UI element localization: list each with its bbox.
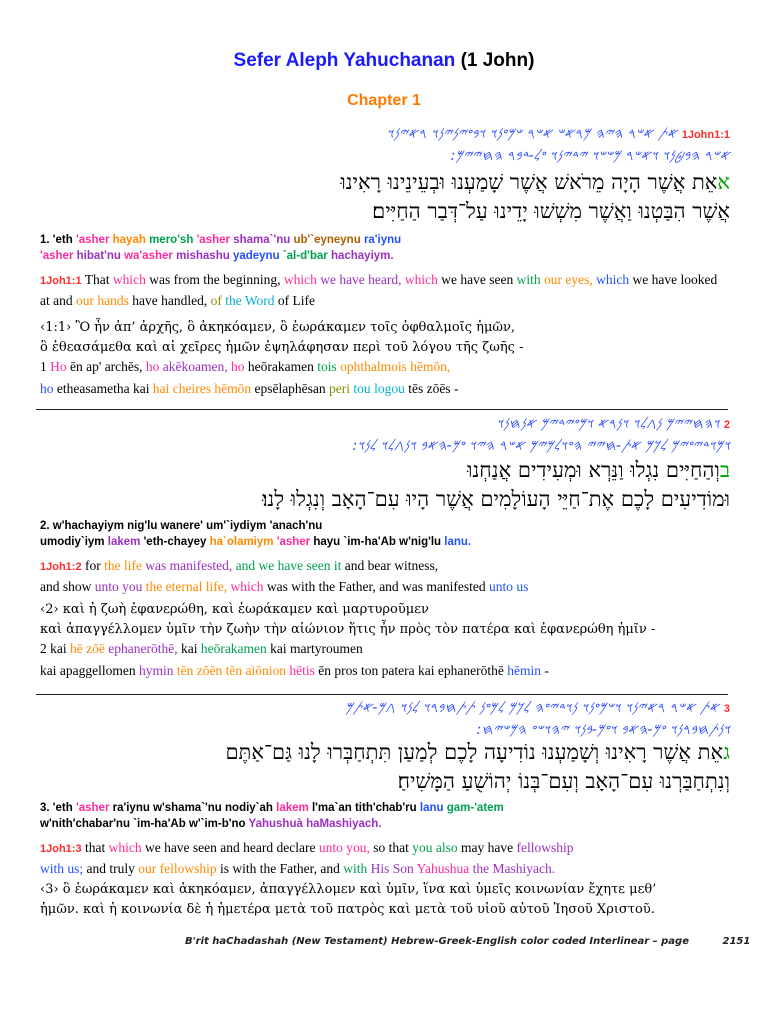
- english-phrase: have handled,: [132, 293, 208, 308]
- english-phrase: is: [220, 861, 230, 876]
- book-title: [0, 50, 768, 72]
- english-phrase: our fellowship: [138, 861, 217, 876]
- translit-word: wa'asher: [124, 250, 173, 262]
- translit-word: hibat'nu: [76, 250, 121, 262]
- paleo-ref: 3: [723, 703, 730, 715]
- gtrans-word: 2: [40, 641, 47, 656]
- gtrans-word: hēmōn,: [410, 359, 451, 374]
- gtrans-word: ephanerōthē: [437, 663, 504, 678]
- gtrans-word: tou: [353, 381, 371, 396]
- verse-1-transliteration: [40, 232, 730, 264]
- translit-word: 'anach'nu: [269, 520, 323, 532]
- english-phrase: was manifested,: [145, 558, 233, 573]
- english-phrase: that: [84, 840, 106, 855]
- gtrans-word: tēn: [225, 663, 243, 678]
- english-phrase: which: [230, 579, 264, 594]
- gtrans-word: -: [453, 381, 459, 396]
- english-phrase: Yahushua: [416, 861, 470, 876]
- english-phrase: That: [84, 272, 110, 287]
- gtrans-word: 1: [40, 359, 47, 374]
- english-phrase: declare: [276, 840, 316, 855]
- english-phrase: which: [283, 272, 317, 287]
- translit-word: lakem: [276, 802, 309, 814]
- translit-word: `im-ha'Ab: [133, 818, 186, 830]
- english-phrase: and bear witness,: [344, 558, 439, 573]
- english-phrase: the Mashiyach.: [472, 861, 556, 876]
- gtrans-word: hētis: [289, 663, 315, 678]
- english-phrase: which: [112, 272, 146, 287]
- gtrans-word: Ho: [50, 359, 67, 374]
- english-phrase: we have looked at and: [40, 272, 718, 308]
- english-phrase: with us;: [40, 861, 84, 876]
- greek-line: καὶ ἀπαγγέλλομεν ὑμῖν τὴν ζωὴν τὴν αἰώνιον ἥτις ἦν πρὸς τὸν πατέρα καὶ ἐφανερώθη ἡμῖν -: [40, 622, 656, 637]
- verse-1-english: [40, 270, 730, 310]
- verse-2-greek-transliteration: [40, 638, 730, 682]
- translit-word: lanu.: [444, 536, 472, 548]
- english-phrase: our eyes,: [544, 272, 593, 287]
- gtrans-word: logou: [374, 381, 405, 396]
- paleo-line: 𐤅𐤍𐤕𐤇𐤁𐤓𐤍𐤅 𐤏𐤌-𐤄𐤀𐤁 𐤅𐤏𐤌-𐤁𐤍𐤅 𐤉𐤄𐤅𐤔𐤏 𐤄𐤌𐤔𐤉𐤇:: [476, 722, 730, 738]
- verse-letter: ג: [723, 740, 730, 764]
- english-phrase: and show: [40, 579, 92, 594]
- gtrans-word: hymin: [138, 663, 174, 678]
- gtrans-word: hai: [152, 381, 170, 396]
- english-phrase: which: [596, 272, 630, 287]
- english-phrase: the life: [104, 558, 142, 573]
- english-phrase: His Son: [370, 861, 414, 876]
- gtrans-word: tois: [317, 359, 337, 374]
- translit-word: shama`'nu: [233, 234, 291, 246]
- gtrans-word: heōrakamen: [200, 641, 267, 656]
- english-phrase: of: [277, 293, 290, 308]
- footer-text: B'rit haChadashah (New Testament) Hebrew-Greek-English color coded Interlinear – page: [185, 936, 689, 947]
- translit-word: lakem: [107, 536, 141, 548]
- english-phrase: of: [210, 293, 222, 308]
- gtrans-word: ēn: [70, 359, 83, 374]
- hebrew-line: וְהַחַיִּים נִגְלוּ וַנֵּרְא וּמְעִידִים אֲנַחְנוּ: [467, 458, 720, 482]
- hebrew-line: וְנִתְחַבַּרְנוּ עִם־הָאָב וְעִם־בְּנוֹ יְהוֹשֻׁעַ הַמָּשִׁיחַ׃: [397, 769, 730, 793]
- translit-word: w'hachayiym: [52, 520, 124, 532]
- english-phrase: and heard: [220, 840, 274, 855]
- gtrans-word: cheires: [172, 381, 211, 396]
- verse-2-hebrew: [40, 456, 730, 514]
- gtrans-word: kai: [180, 641, 198, 656]
- verse-3-paleo: [40, 698, 730, 741]
- translit-word: `al-d'bar: [282, 250, 328, 262]
- gtrans-word: akēkoamen,: [162, 359, 228, 374]
- page-number: 2151: [722, 936, 751, 947]
- translit-word: ub'`eyneynu: [293, 234, 361, 246]
- hebrew-line: וּמוֹדִיעִים לָכֶם אֶת־חַיֵּי הָעוֹלָמִים אֲשֶׁר הָיוּ עִם־הָאָב וְנִגְלוּ לָנוּ׃: [262, 487, 730, 511]
- verse-1-greek-transliteration: [40, 356, 730, 400]
- english-phrase: the eternal life,: [145, 579, 228, 594]
- verse-3-hebrew: [40, 738, 730, 796]
- translit-word: yadeynu: [232, 250, 280, 262]
- english-phrase: which: [404, 272, 438, 287]
- greek-line: ὃ ἐθεασάμεθα καὶ αἱ χεῖρες ἡμῶν ἐψηλάφησαν περὶ τοῦ λόγου τῆς ζωῆς -: [40, 340, 524, 355]
- verse-2-transliteration: [40, 518, 730, 550]
- gtrans-word: archēs,: [104, 359, 143, 374]
- english-phrase: you also: [412, 840, 458, 855]
- book-title-sub: (1 John): [460, 50, 535, 71]
- english-phrase: and we have seen it: [235, 558, 342, 573]
- gtrans-word: hē: [70, 641, 83, 656]
- gtrans-word: kai: [270, 641, 287, 656]
- chapter-heading: Chapter 1: [347, 92, 421, 109]
- english-ref: 1Joh1:1: [40, 275, 82, 287]
- english-phrase: Life: [292, 293, 315, 308]
- english-phrase: we have heard,: [320, 272, 402, 287]
- verse-divider: [36, 694, 728, 695]
- gtrans-word: ēn: [318, 663, 331, 678]
- gtrans-word: peri: [329, 381, 351, 396]
- translit-word: `im-ha'Ab: [343, 536, 396, 548]
- gtrans-word: ton: [360, 663, 379, 678]
- translit-word: hachayiym.: [330, 250, 394, 262]
- translit-word: 'asher: [76, 234, 110, 246]
- translit-word: mero'sh: [149, 234, 194, 246]
- gtrans-word: ho: [40, 381, 54, 396]
- gtrans-word: kai: [40, 663, 57, 678]
- english-phrase: with: [343, 861, 368, 876]
- translit-word: hayu: [313, 536, 341, 548]
- greek-line: ‹3› ὃ ἑωράκαμεν καὶ ἀκηκόαμεν, ἀπαγγέλλομεν καὶ ὑμῖν, ἵνα καὶ ὑμεῖς κοινωνίαν ἔχητε μεθ’: [40, 882, 657, 897]
- gtrans-word: kai: [417, 663, 435, 678]
- greek-line: ‹1:1› Ὃ ἦν ἀπ’ ἀρχῆς, ὃ ἀκηκόαμεν, ὃ ἑωράκαμεν τοῖς ὀφθαλμοῖς ἡμῶν,: [40, 320, 516, 335]
- gtrans-word: tēs: [408, 381, 424, 396]
- gtrans-word: apaggellomen: [59, 663, 136, 678]
- verse-1-greek: [40, 318, 730, 358]
- translit-word: ra'iynu: [363, 234, 402, 246]
- gtrans-word: zōēs: [426, 381, 451, 396]
- translit-word: Yahushuà: [248, 818, 303, 830]
- paleo-line: 𐤅𐤌𐤅𐤃𐤉𐤏𐤉𐤌 𐤋𐤊𐤌 𐤀𐤕-𐤇𐤉𐤉 𐤄𐤏𐤅𐤋𐤌𐤉𐤌 𐤀𐤔𐤓 𐤄𐤉𐤅 𐤏𐤌-𐤄𐤀𐤁 𐤅𐤍𐤂𐤋𐤅 𐤋𐤍𐤅:: [352, 438, 730, 454]
- english-phrase: with: [232, 861, 257, 876]
- english-phrase: the Word: [225, 293, 275, 308]
- english-phrase: for: [84, 558, 101, 573]
- translit-word: l'ma`an: [311, 802, 352, 814]
- gtrans-word: ephanerōthē,: [108, 641, 178, 656]
- gtrans-word: heōrakamen: [247, 359, 314, 374]
- gtrans-word: martyroumen: [290, 641, 363, 656]
- book-title-main: Sefer Aleph Yahuchanan: [233, 50, 456, 71]
- verse-letter: א: [717, 170, 730, 194]
- page-footer: [185, 936, 750, 947]
- translit-word: w'nith'chabar'nu: [40, 818, 130, 830]
- english-phrase: the Father,: [259, 861, 317, 876]
- verse-2-english: [40, 556, 730, 596]
- verse-number: 2.: [40, 520, 50, 532]
- gtrans-word: patera: [381, 663, 415, 678]
- translit-word: um'`iydiym: [206, 520, 267, 532]
- verse-1-hebrew: [40, 168, 730, 226]
- paleo-ref: 1John1:1: [681, 129, 730, 141]
- verse-2-greek: [40, 600, 730, 640]
- gtrans-word: zōē: [86, 641, 105, 656]
- translit-word: 'asher: [76, 802, 110, 814]
- english-phrase: the Father,: [318, 579, 376, 594]
- greek-line: ‹2› καὶ ἡ ζωὴ ἐφανερώθη, καὶ ἑωράκαμεν καὶ μαρτυροῦμεν: [40, 602, 429, 617]
- gtrans-word: tēn: [176, 663, 194, 678]
- gtrans-word: ophthalmois: [340, 359, 407, 374]
- translit-word: mishashu: [176, 250, 230, 262]
- translit-word: ha`olamiym: [209, 536, 274, 548]
- paleo-line: 𐤀𐤕 𐤀𐤔𐤓 𐤄𐤉𐤄 𐤌𐤓𐤀𐤔 𐤀𐤔𐤓 𐤔𐤌𐤏𐤍𐤅 𐤅𐤁𐤏𐤉𐤍𐤉𐤍𐤅 𐤓𐤀𐤉𐤍𐤅: [386, 126, 678, 142]
- translit-word: ra'iynu: [112, 802, 150, 814]
- english-phrase: which: [108, 840, 142, 855]
- english-ref: 1Joh1:3: [40, 843, 82, 855]
- verse-number: 1.: [40, 234, 50, 246]
- english-phrase: unto you,: [318, 840, 370, 855]
- verse-3-transliteration: [40, 800, 730, 832]
- gtrans-word: epsēlaphēsan: [254, 381, 326, 396]
- translit-word: haMashiyach.: [306, 818, 382, 830]
- translit-word: 'asher: [40, 250, 74, 262]
- english-phrase: unto us: [489, 579, 529, 594]
- english-phrase: unto you: [94, 579, 143, 594]
- hebrew-line: אֵת אֲשֶׁר הָיָה מֵרֹאשׁ אֲשֶׁר שָׁמַעְנוּ וּבְעֵינֵינוּ רָאִינוּ: [340, 170, 718, 194]
- translit-word: w'`im-b'no: [188, 818, 246, 830]
- paleo-line: 𐤅𐤄𐤇𐤉𐤉𐤌 𐤍𐤂𐤋𐤅 𐤅𐤍𐤓𐤀 𐤅𐤌𐤏𐤉𐤃𐤉𐤌 𐤀𐤍𐤇𐤍𐤅: [496, 416, 720, 432]
- english-phrase: and was manifested: [379, 579, 486, 594]
- english-phrase: we have seen: [441, 272, 514, 287]
- verse-1-paleo: [40, 124, 730, 167]
- hebrew-line: אֵת אֲשֶׁר רָאִינוּ וְשָׁמַעְנוּ נוֹדִיעָה לָכֶם לְמַעַן תִּתְחַבְּרוּ לָנוּ גַּם־אַתֶּם: [225, 740, 724, 764]
- translit-word: nig'lu: [127, 520, 158, 532]
- gtrans-word: -: [544, 663, 549, 678]
- gtrans-word: zōēn: [196, 663, 223, 678]
- hebrew-line: אֲשֶׁר הִבַּטְנוּ וַאֲשֶׁר מִשְׁשׁוּ יָדֵינוּ עַל־דְּבַר הַחַיִּים׃: [372, 199, 730, 223]
- greek-line: ἡμῶν. καὶ ἡ κοινωνία δὲ ἡ ἡμετέρα μετὰ τοῦ πατρὸς καὶ μετὰ τοῦ υἱοῦ αὐτοῦ Ἰησοῦ Χριστοῦ.: [40, 902, 655, 917]
- gtrans-word: etheasametha: [56, 381, 130, 396]
- english-phrase: was with: [266, 579, 316, 594]
- gtrans-word: aiōnion: [245, 663, 286, 678]
- gtrans-word: kai: [50, 641, 67, 656]
- english-phrase: and: [320, 861, 340, 876]
- gtrans-word: hēmōn: [214, 381, 252, 396]
- translit-word: 'eth: [52, 234, 73, 246]
- english-phrase: and truly: [86, 861, 135, 876]
- verse-letter: ב: [719, 458, 730, 482]
- english-phrase: fellowship: [516, 840, 574, 855]
- translit-word: 'eth: [52, 802, 73, 814]
- gtrans-word: kai: [132, 381, 150, 396]
- paleo-line: 𐤀𐤕 𐤀𐤔𐤓 𐤓𐤀𐤉𐤍𐤅 𐤅𐤔𐤌𐤏𐤍𐤅 𐤍𐤅𐤃𐤉𐤏𐤄 𐤋𐤊𐤌 𐤋𐤌𐤏𐤍 𐤕𐤕𐤇𐤁𐤓𐤅 𐤋𐤍𐤅 𐤂𐤌-𐤀𐤕𐤌: [345, 700, 720, 716]
- gtrans-word: ho: [145, 359, 160, 374]
- english-phrase: our hands: [76, 293, 129, 308]
- verse-2-paleo: [40, 414, 730, 457]
- verse-number: 3.: [40, 802, 50, 814]
- english-phrase: with: [516, 272, 541, 287]
- translit-word: hayah: [112, 234, 146, 246]
- verse-divider: [36, 409, 728, 410]
- english-phrase: may have: [461, 840, 514, 855]
- translit-word: lanu: [419, 802, 444, 814]
- english-phrase: was from the beginning,: [149, 272, 281, 287]
- translit-word: w'nig'lu: [399, 536, 442, 548]
- english-ref: 1Joh1:2: [40, 561, 82, 573]
- translit-word: tith'chab'ru: [354, 802, 417, 814]
- gtrans-word: hēmin: [507, 663, 541, 678]
- translit-word: wanere': [160, 520, 203, 532]
- translit-word: 'eth-chayey: [143, 536, 207, 548]
- paleo-line: 𐤀𐤔𐤓 𐤄𐤁𐤈𐤍𐤅 𐤅𐤀𐤔𐤓 𐤌𐤔𐤔𐤅 𐤉𐤃𐤉𐤍𐤅 𐤏𐤋-𐤃𐤁𐤓 𐤄𐤇𐤉𐤉𐤌:: [450, 148, 730, 164]
- paleo-ref: 2: [723, 419, 730, 431]
- gtrans-word: ap': [86, 359, 102, 374]
- verse-3-english: [40, 838, 730, 878]
- translit-word: umodiy`iym: [40, 536, 105, 548]
- translit-word: 'asher: [276, 536, 311, 548]
- verse-3-greek: [40, 880, 730, 920]
- gtrans-word: ho: [231, 359, 245, 374]
- english-phrase: so that: [373, 840, 409, 855]
- translit-word: gam-'atem: [446, 802, 504, 814]
- english-phrase: we have seen: [144, 840, 217, 855]
- translit-word: nodiy`ah: [225, 802, 273, 814]
- gtrans-word: pros: [334, 663, 358, 678]
- translit-word: 'asher: [196, 234, 230, 246]
- translit-word: w'shama`'nu: [153, 802, 222, 814]
